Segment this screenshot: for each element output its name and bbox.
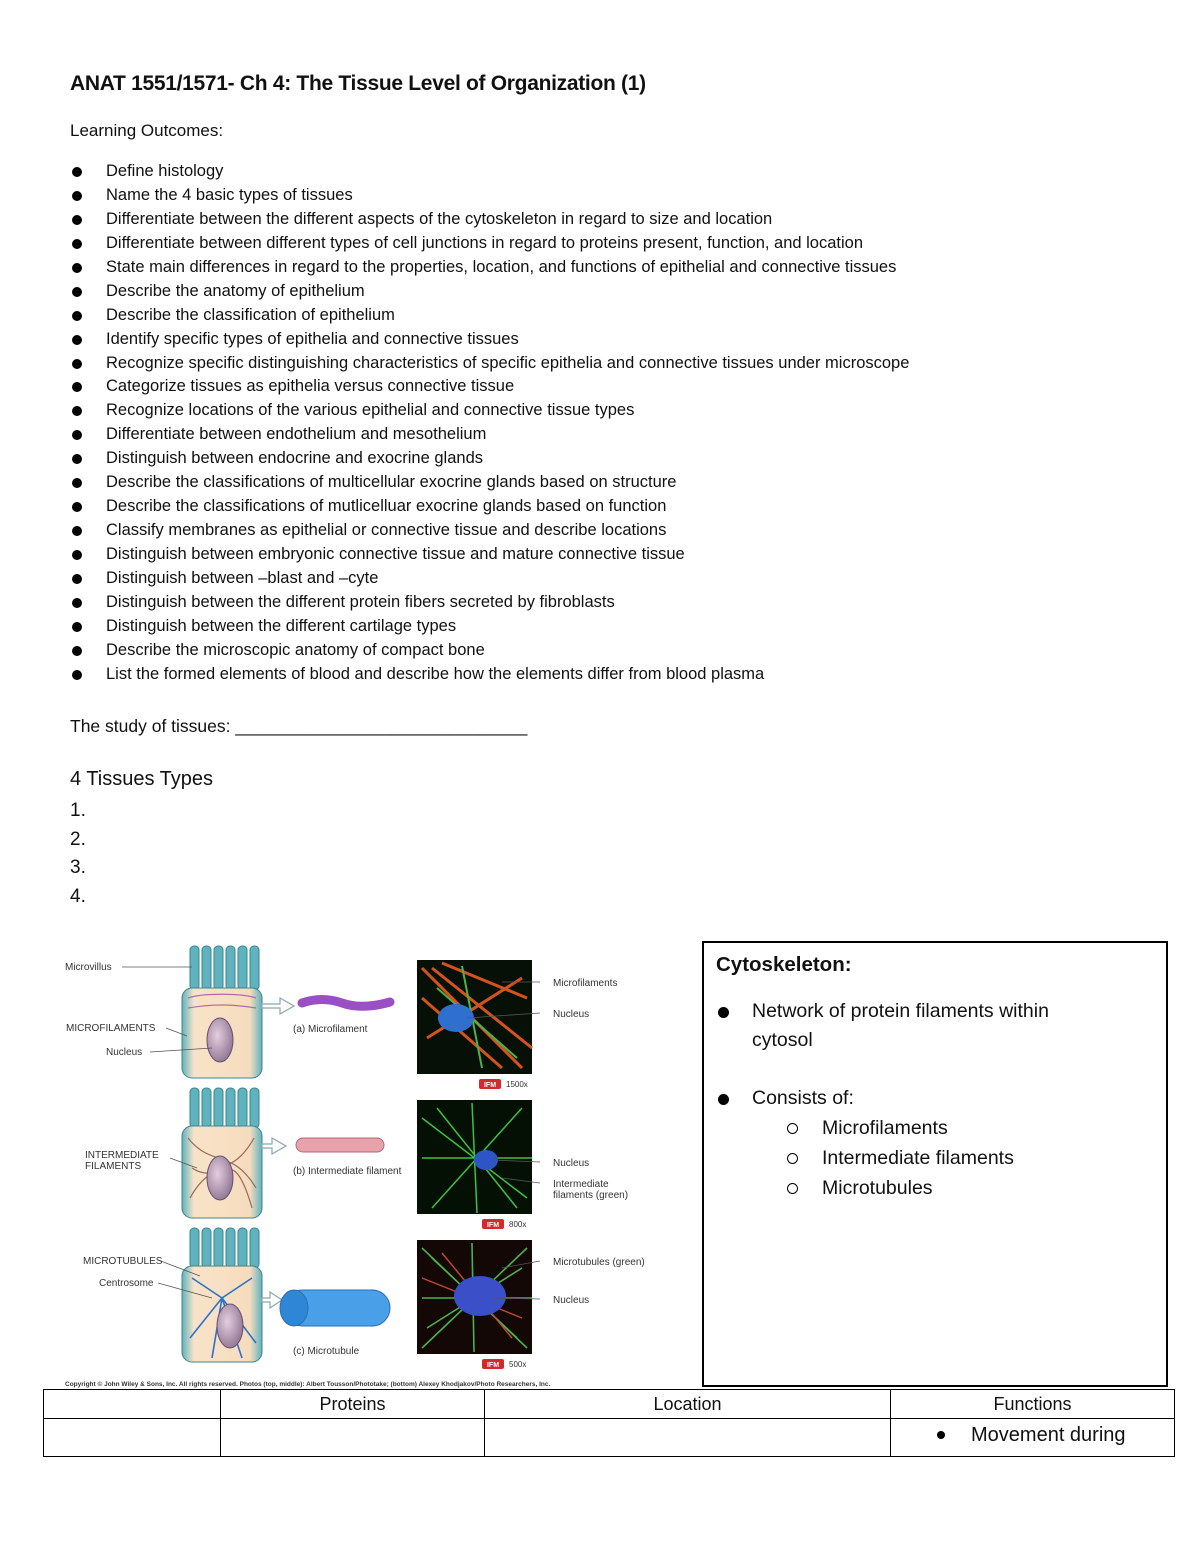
- table-header-cell: Proteins: [221, 1390, 485, 1419]
- label-microtubules: MICROTUBULES: [83, 1256, 163, 1267]
- intermediate-filament-illustration: [296, 1138, 384, 1152]
- label-intermediate-filaments: INTERMEDIATE: [85, 1150, 159, 1161]
- learning-outcome-item: [70, 232, 909, 256]
- figure-copyright: Copyright © John Wiley & Sons, Inc. All rights reserved. Photos (top, middle): Albert Tousson/Phototake; (bottom) Alexey Khodjakov/Photo Researchers, Inc.: [65, 1381, 551, 1388]
- cytoskeleton-table: [43, 1389, 1175, 1457]
- learning-outcome-item: [70, 639, 909, 663]
- learning-outcome-item: [70, 399, 909, 423]
- learning-outcome-text: List the formed elements of blood and describe how the elements differ from blood plasma: [106, 664, 765, 683]
- cytoskeleton-sub-bullet: [822, 1143, 1014, 1173]
- bullet-icon: [72, 382, 82, 392]
- learning-outcome-text: Describe the microscopic anatomy of compact bone: [106, 640, 485, 659]
- learning-outcome-item: [70, 352, 909, 376]
- table-cell[interactable]: [891, 1419, 1175, 1457]
- microfilament-illustration: [302, 1000, 390, 1007]
- learning-outcome-item: [70, 375, 909, 399]
- bullet-icon: [72, 287, 82, 297]
- learning-outcome-text: Distinguish between the different protein fibers secreted by fibroblasts: [106, 592, 615, 611]
- circle-bullet-icon: [787, 1183, 798, 1194]
- learning-outcome-item: [70, 543, 909, 567]
- label-nucleus: Nucleus: [106, 1047, 143, 1058]
- learning-outcome-text: Categorize tissues as epithelia versus connective tissue: [106, 377, 515, 396]
- tissue-type-item: 1.: [70, 800, 86, 821]
- svg-text:IFM: IFM: [483, 1082, 497, 1089]
- table-header-cell: Location: [485, 1390, 891, 1419]
- sub-bullet-text: Microtubules: [822, 1177, 933, 1199]
- cell-intermediate-filament-diagram: [182, 1088, 262, 1218]
- bullet-icon: [72, 215, 82, 225]
- bullet-icon: [72, 478, 82, 488]
- label-centrosome: Centrosome: [99, 1278, 154, 1289]
- learning-outcome-text: Differentiate between different types of cell junctions in regard to proteins present, function, and location: [106, 233, 864, 252]
- learning-outcome-text: Distinguish between endocrine and exocrine glands: [106, 449, 483, 468]
- cytoskeleton-sub-bullet: [822, 1113, 948, 1143]
- learning-outcome-item: [70, 328, 909, 352]
- functions-bullet: [891, 1419, 1174, 1451]
- learning-outcome-item: [70, 495, 909, 519]
- circle-bullet-icon: [787, 1153, 798, 1164]
- bullet-icon: [72, 550, 82, 560]
- bullet-icon: [718, 1007, 729, 1018]
- label-microfilaments: MICROFILAMENTS: [66, 1023, 156, 1034]
- learning-outcome-item: [70, 184, 909, 208]
- learning-outcome-text: Differentiate between the different aspects of the cytoskeleton in regard to size and location: [106, 209, 773, 228]
- label-intermediate-filaments: FILAMENTS: [85, 1161, 142, 1172]
- learning-outcome-text: Describe the classification of epithelium: [106, 305, 395, 324]
- bullet-icon: [72, 646, 82, 656]
- learning-outcome-item: [70, 256, 909, 280]
- learning-outcome-text: Identify specific types of epithelia and connective tissues: [106, 329, 519, 348]
- functions-text: Movement during: [971, 1424, 1126, 1446]
- tissue-type-item: 3.: [70, 857, 86, 879]
- cytoskeleton-bullet: [752, 997, 1049, 1055]
- learning-outcome-text: Describe the classifications of multicellular exocrine glands based on structure: [106, 473, 677, 492]
- table-header-cell: Functions: [891, 1390, 1175, 1419]
- learning-outcome-text: Distinguish between –blast and –cyte: [106, 568, 379, 587]
- learning-outcomes-list: [70, 160, 909, 687]
- label-intermediate-filaments-green: filaments (green): [553, 1190, 629, 1201]
- cell-microfilament-diagram: [182, 946, 262, 1078]
- tissue-type-item: 4.: [70, 885, 86, 907]
- bullet-icon: [72, 335, 82, 345]
- svg-text:IFM: IFM: [486, 1362, 500, 1369]
- bullet-icon: [72, 454, 82, 464]
- learning-outcome-item: [70, 519, 909, 543]
- learning-outcome-item: [70, 663, 909, 687]
- label-nucleus: Nucleus: [553, 1295, 590, 1306]
- learning-outcome-text: Name the 4 basic types of tissues: [106, 185, 353, 204]
- table-cell[interactable]: [485, 1419, 891, 1457]
- caption-microtubule: (c) Microtubule: [293, 1346, 360, 1357]
- bullet-icon: [72, 359, 82, 369]
- learning-outcome-item: [70, 471, 909, 495]
- learning-outcome-item: [70, 280, 909, 304]
- label-microfilaments-micrograph: Microfilaments: [553, 978, 618, 989]
- learning-outcome-item: [70, 304, 909, 328]
- bullet-icon: [72, 502, 82, 512]
- tissue-types-list: [70, 797, 86, 911]
- learning-outcomes-heading: Learning Outcomes:: [70, 121, 224, 140]
- page-title: ANAT 1551/1571- Ch 4: The Tissue Level of Organization (1): [70, 72, 646, 95]
- learning-outcome-text: State main differences in regard to the properties, location, and functions of epithelial and connective tissues: [106, 257, 897, 276]
- svg-text:1500x: 1500x: [506, 1080, 528, 1089]
- bullet-icon: [72, 167, 82, 177]
- cytoskeleton-sub-bullet: [822, 1173, 933, 1203]
- bullet-icon: [72, 406, 82, 416]
- study-of-tissues-prompt: The study of tissues: ______________________________: [70, 716, 528, 736]
- learning-outcome-text: Distinguish between the different cartilage types: [106, 616, 457, 635]
- table-row: [44, 1419, 1175, 1457]
- learning-outcome-text: Recognize specific distinguishing characteristics of specific epithelia and connective tissues under microscope: [106, 353, 910, 372]
- learning-outcome-item: [70, 591, 909, 615]
- bullet-icon: [72, 430, 82, 440]
- cytoskeleton-title: Cytoskeleton:: [716, 953, 852, 976]
- cytoskeleton-box: [702, 941, 1168, 1387]
- learning-outcome-item: [70, 615, 909, 639]
- bullet-icon: [72, 622, 82, 632]
- svg-text:800x: 800x: [509, 1220, 527, 1229]
- micrograph-microtubules: [417, 1240, 532, 1354]
- label-microtubules-green: Microtubules (green): [553, 1257, 645, 1268]
- bullet-icon: [718, 1094, 729, 1105]
- bullet-text: Network of protein filaments within: [752, 1000, 1049, 1022]
- sub-bullet-text: Microfilaments: [822, 1117, 948, 1139]
- bullet-icon: [72, 598, 82, 608]
- bullet-text: cytosol: [752, 1029, 813, 1051]
- bullet-text: Consists of:: [752, 1087, 854, 1109]
- svg-text:500x: 500x: [509, 1360, 527, 1369]
- learning-outcome-text: Differentiate between endothelium and mesothelium: [106, 425, 487, 444]
- ifm-badge: [482, 1359, 526, 1369]
- label-nucleus: Nucleus: [553, 1009, 590, 1020]
- learning-outcome-text: Classify membranes as epithelial or connective tissue and describe locations: [106, 521, 667, 540]
- learning-outcome-item: [70, 160, 909, 184]
- table-cell[interactable]: [44, 1419, 221, 1457]
- table-cell[interactable]: [221, 1419, 485, 1457]
- caption-microfilament: (a) Microfilament: [293, 1024, 368, 1035]
- table-header-cell: [44, 1390, 221, 1419]
- learning-outcome-text: Describe the classifications of mutlicelluar exocrine glands based on function: [106, 497, 667, 516]
- tissue-types-heading: 4 Tissues Types: [70, 768, 214, 790]
- sub-bullet-text: Intermediate filaments: [822, 1147, 1014, 1169]
- learning-outcome-item: [70, 208, 909, 232]
- svg-text:IFM: IFM: [486, 1222, 500, 1229]
- ifm-badge: [482, 1219, 526, 1229]
- bullet-icon: [72, 311, 82, 321]
- bullet-icon: [72, 263, 82, 273]
- tissue-type-item: 2.: [70, 828, 86, 850]
- learning-outcome-item: [70, 447, 909, 471]
- learning-outcome-item: [70, 567, 909, 591]
- learning-outcome-text: Recognize locations of the various epithelial and connective tissue types: [106, 401, 635, 420]
- learning-outcome-item: [70, 423, 909, 447]
- label-intermediate-filaments-green: Intermediate: [553, 1179, 609, 1190]
- microtubule-illustration: [280, 1290, 390, 1326]
- bullet-icon: [72, 191, 82, 201]
- learning-outcome-text: Distinguish between embryonic connective tissue and mature connective tissue: [106, 545, 685, 563]
- label-nucleus: Nucleus: [553, 1158, 590, 1169]
- cytoskeleton-figure: [62, 938, 692, 1390]
- label-microvillus: Microvillus: [65, 962, 112, 973]
- cytoskeleton-bullet: [752, 1084, 854, 1113]
- learning-outcome-text: Describe the anatomy of epithelium: [106, 281, 365, 300]
- bullet-icon: [72, 239, 82, 249]
- micrograph-intermediate-filaments: [417, 1100, 532, 1214]
- bullet-icon: [937, 1431, 945, 1439]
- bullet-icon: [72, 526, 82, 536]
- bullet-icon: [72, 670, 82, 680]
- cell-microtubule-diagram: [182, 1228, 262, 1362]
- bullet-icon: [72, 574, 82, 584]
- circle-bullet-icon: [787, 1123, 798, 1134]
- caption-intermediate-filament: (b) Intermediate filament: [293, 1166, 402, 1177]
- ifm-badge: [479, 1079, 528, 1089]
- micrograph-microfilaments: [417, 960, 532, 1074]
- table-header-row: [44, 1390, 1175, 1419]
- learning-outcome-text: Define histology: [106, 162, 224, 180]
